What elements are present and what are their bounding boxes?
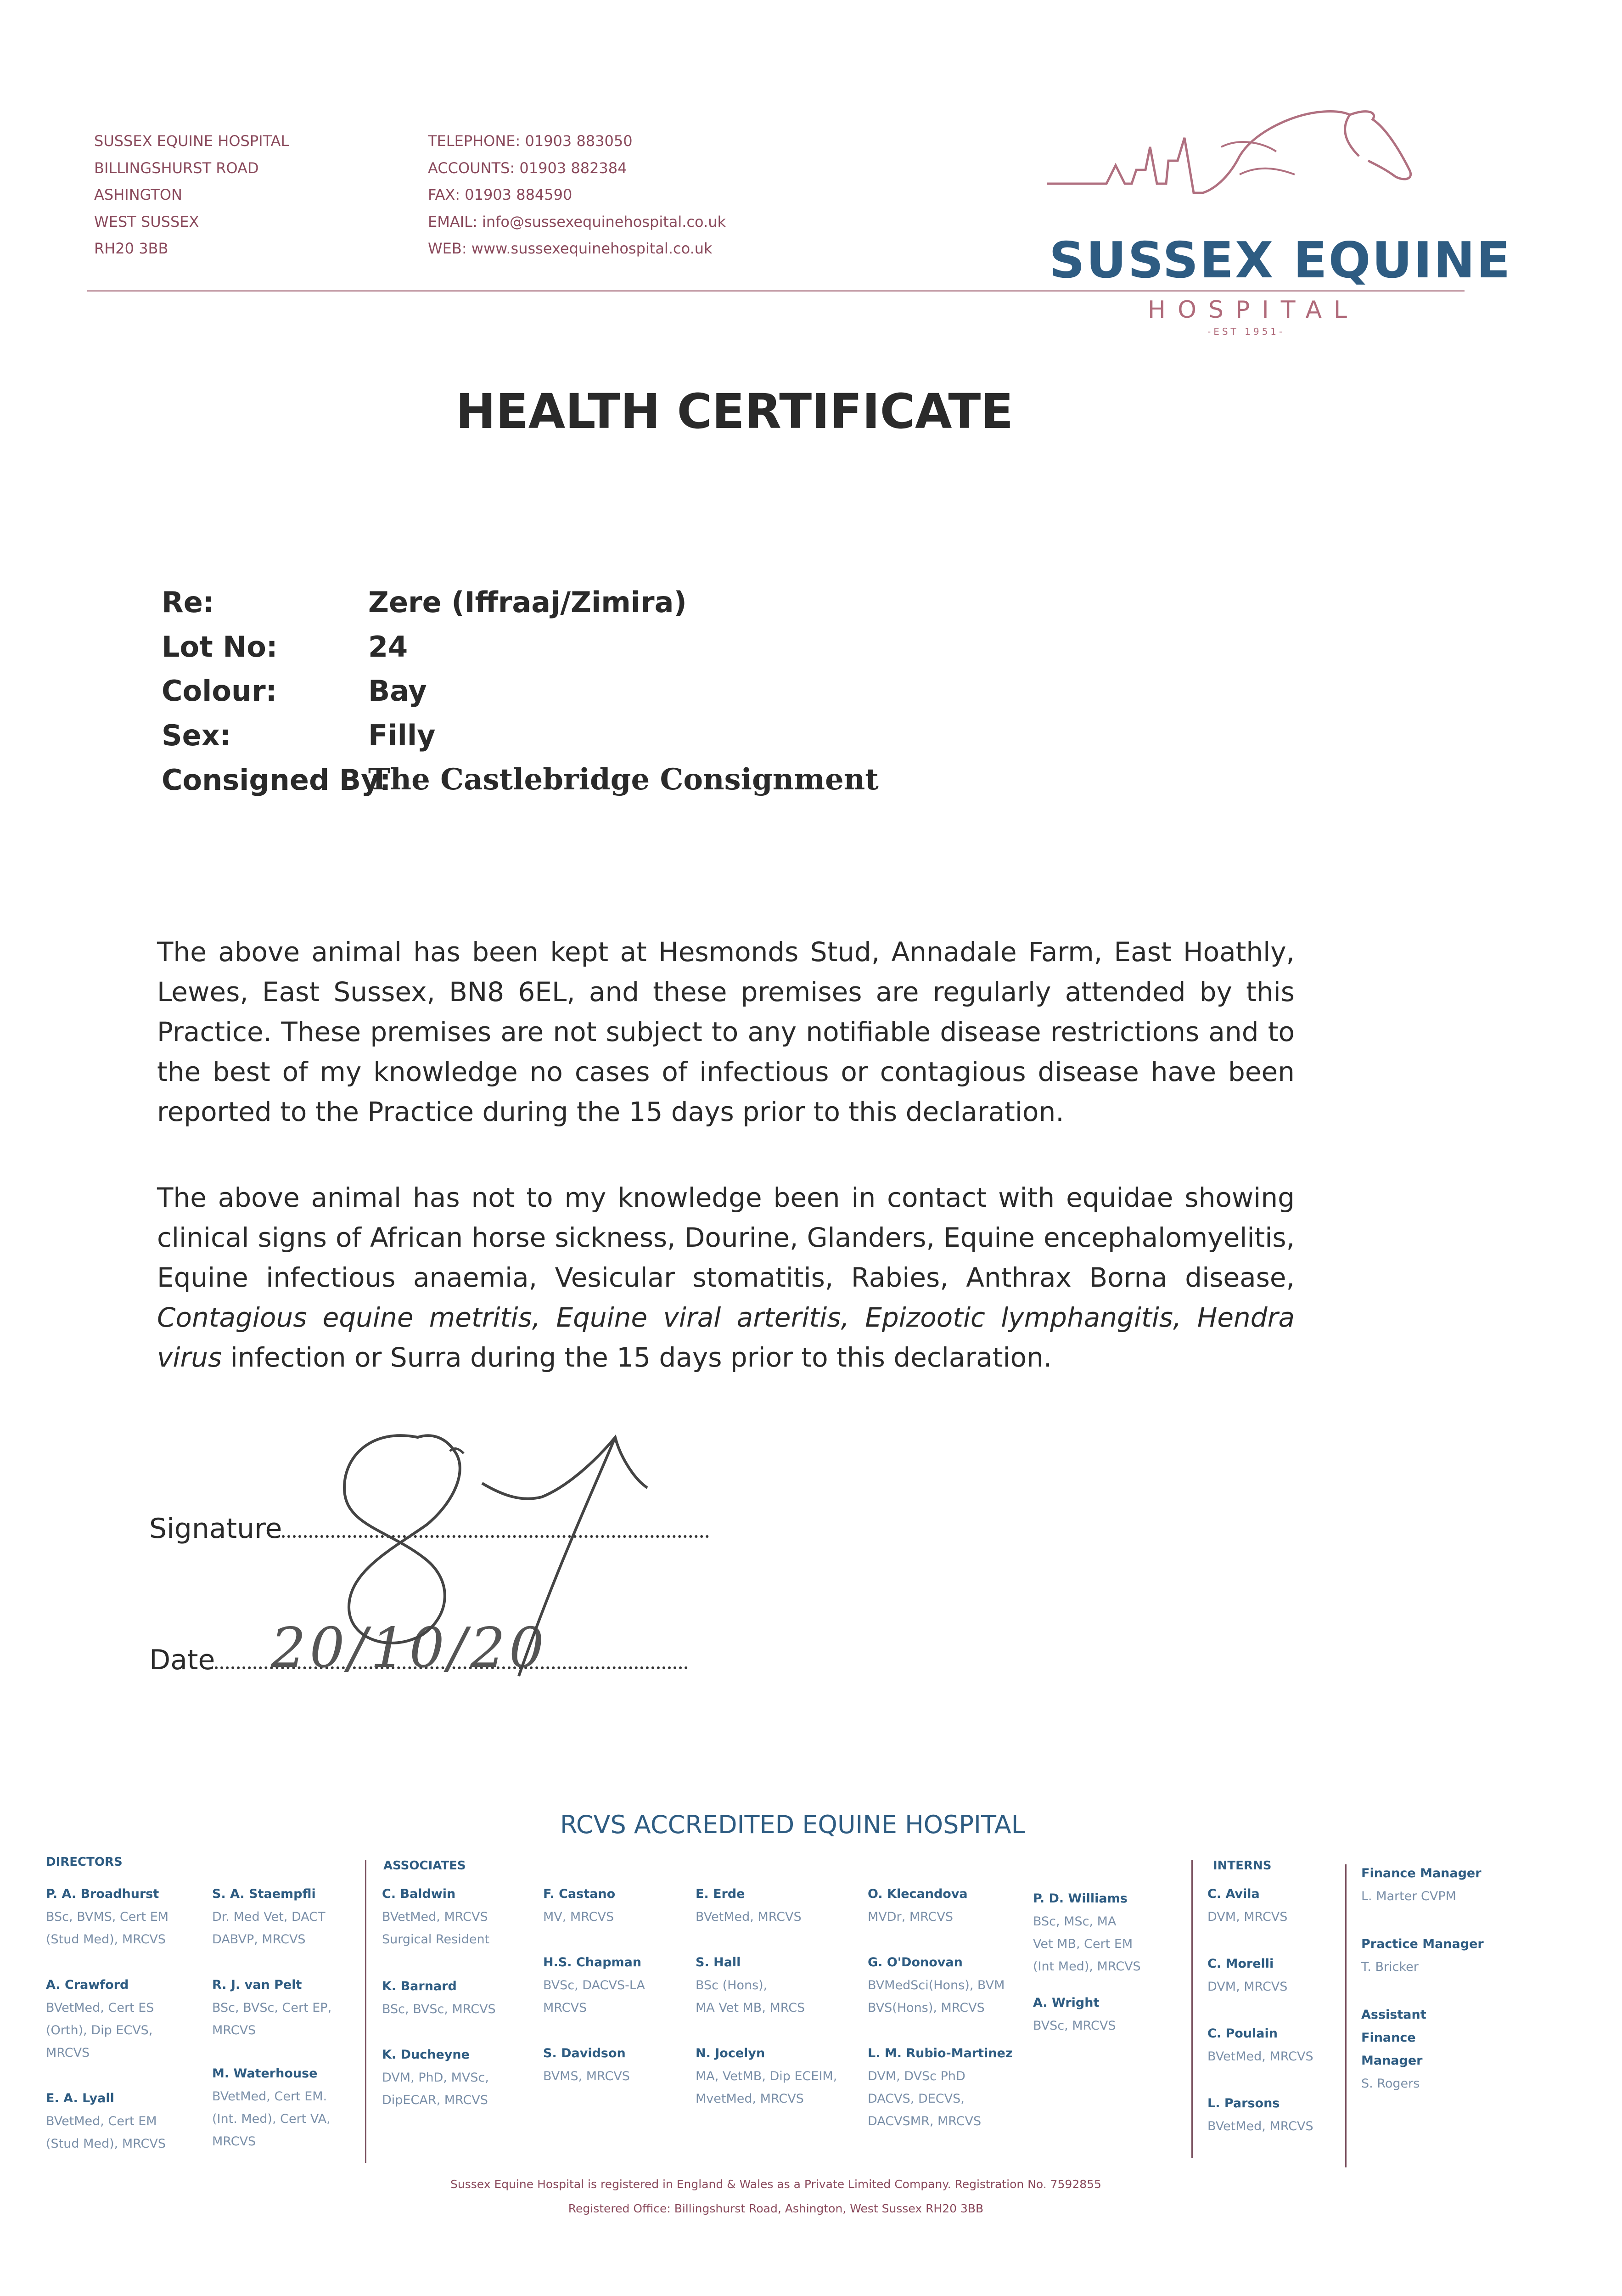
staff-name: K. Barnard xyxy=(382,1979,457,1993)
staff-qual: MV, MRCVS xyxy=(543,1910,614,1924)
lot-label: Lot No: xyxy=(162,630,278,664)
staff-qual: (Stud Med), MRCVS xyxy=(46,2137,166,2151)
sex-value: Filly xyxy=(368,719,436,752)
signature-label: Signature xyxy=(149,1513,282,1545)
staff-qual: BSc, MSc, MA xyxy=(1033,1914,1117,1929)
staff-qual: BVetMed, Cert EM xyxy=(46,2114,157,2128)
staff-qual: DACVSMR, MRCVS xyxy=(868,2114,982,2128)
staff-qual: DipECAR, MRCVS xyxy=(382,2093,488,2107)
colour-label: Colour: xyxy=(162,674,277,708)
role-holder: S. Rogers xyxy=(1361,2077,1420,2091)
staff-qual: BVetMed, Cert EM. xyxy=(212,2089,327,2104)
staff-qual: BVetMed, MRCVS xyxy=(1207,2049,1313,2064)
interns-heading: INTERNS xyxy=(1213,1859,1272,1873)
interns-list xyxy=(1207,1883,1345,2138)
staff-name: E. A. Lyall xyxy=(46,2091,114,2105)
staff-name: H.S. Chapman xyxy=(543,1955,642,1970)
staff-qual: MRCVS xyxy=(543,2001,587,2015)
staff-name: C. Poulain xyxy=(1207,2026,1278,2041)
fax: FAX: 01903 884590 xyxy=(428,186,572,203)
re-value: Zere (Iffraaj/Zimira) xyxy=(368,585,687,619)
role-title: Assistant Finance Manager xyxy=(1361,2008,1426,2068)
staff-name: C. Morelli xyxy=(1207,1957,1274,1971)
staff-name: M. Waterhouse xyxy=(212,2066,318,2081)
staff-qual: Surgical Resident xyxy=(382,1932,490,1947)
header-divider xyxy=(87,290,1465,292)
accounts-phone: ACCOUNTS: 01903 882384 xyxy=(428,159,627,177)
role-title: Finance Manager xyxy=(1361,1866,1482,1880)
staff-name: F. Castano xyxy=(543,1887,616,1901)
staff-qual: BVetMed, MRCVS xyxy=(382,1910,488,1924)
role-title: Practice Manager xyxy=(1361,1937,1484,1951)
staff-qual: DVM, PhD, MVSc, xyxy=(382,2071,489,2085)
staff-qual: (Orth), Dip ECVS, xyxy=(46,2023,153,2037)
staff-qual: DABVP, MRCVS xyxy=(212,1932,306,1947)
paragraph-2-text: The above animal has not to my knowledge been in contact with equidae showing clinical signs of African horse sickness, Dourine, Glanders, Equine encephalomyelitis, Equine infectious anaemia, Vesicular stomatitis, Rabies, Anthrax Borna disease, xyxy=(157,1182,1295,1293)
staff-qual: (Int Med), MRCVS xyxy=(1033,1959,1141,1974)
email: EMAIL: info@sussexequinehospital.co.uk xyxy=(428,213,726,231)
associates-heading: ASSOCIATES xyxy=(383,1859,466,1873)
paragraph-2-italic: Contagious equine metritis, Equine viral arteritis, Epizootic lymphangitis, Hendra virus xyxy=(157,1302,1295,1373)
staff-name: L. Parsons xyxy=(1207,2096,1280,2110)
re-label: Re: xyxy=(162,585,214,619)
registered-office: Registered Office: Billingshurst Road, Ashington, West Sussex RH20 3BB xyxy=(568,2202,984,2215)
directors-heading: DIRECTORS xyxy=(46,1855,123,1869)
staff-qual: BSc (Hons), xyxy=(696,1978,768,1992)
staff-qual: DVM, MRCVS xyxy=(1207,1910,1288,1924)
staff-qual: (Stud Med), MRCVS xyxy=(46,1932,166,1947)
staff-qual: DVM, MRCVS xyxy=(1207,1980,1288,1994)
staff-name: L. M. Rubio-Martinez xyxy=(868,2046,1013,2060)
address-line: SUSSEX EQUINE HOSPITAL xyxy=(94,132,289,150)
staff-qual: BVSc, MRCVS xyxy=(1033,2019,1116,2033)
associates-col-5 xyxy=(1033,1887,1180,2037)
staff-qual: Dr. Med Vet, DACT xyxy=(212,1910,326,1924)
staff-qual: BVS(Hons), MRCVS xyxy=(868,2001,985,2015)
associates-col-2 xyxy=(543,1883,699,2088)
staff-qual: BSc, BVSc, Cert EP, xyxy=(212,2001,332,2015)
address-line: RH20 3BB xyxy=(94,240,168,257)
address-line: BILLINGSHURST ROAD xyxy=(94,159,259,177)
staff-qual: BVMedSci(Hons), BVM xyxy=(868,1978,1005,1992)
rcvs-accreditation: RCVS ACCREDITED EQUINE HOSPITAL xyxy=(560,1810,1025,1839)
footer-divider xyxy=(365,1860,366,2163)
staff-name: S. A. Staempfli xyxy=(212,1887,316,1901)
footer-divider xyxy=(1191,1860,1193,2158)
page-title: HEALTH CERTIFICATE xyxy=(455,383,1014,439)
staff-qual: MRCVS xyxy=(212,2023,256,2037)
staff-name: O. Klecandova xyxy=(868,1887,968,1901)
logo-sub: HOSPITAL xyxy=(1148,296,1359,324)
website: WEB: www.sussexequinehospital.co.uk xyxy=(428,240,713,257)
staff-qual: MA Vet MB, MRCS xyxy=(696,2001,805,2015)
staff-qual: BSc, BVMS, Cert EM xyxy=(46,1910,169,1924)
staff-name: G. O'Donovan xyxy=(868,1955,963,1970)
staff-name: S. Davidson xyxy=(543,2046,626,2060)
staff-name: C. Avila xyxy=(1207,1887,1260,1901)
associates-col-3 xyxy=(696,1883,870,2110)
staff-name: E. Erde xyxy=(696,1887,745,1901)
staff-name: K. Ducheyne xyxy=(382,2048,470,2062)
staff-name: N. Jocelyn xyxy=(696,2046,765,2060)
directors-col-1 xyxy=(46,1883,211,2155)
staff-qual: MA, VetMB, Dip ECEIM, xyxy=(696,2069,837,2083)
staff-name: S. Hall xyxy=(696,1955,741,1970)
address-line: WEST SUSSEX xyxy=(94,213,199,231)
hospital-address xyxy=(94,128,289,262)
hospital-contact xyxy=(428,128,726,262)
associates-col-1 xyxy=(382,1883,538,2111)
address-line: ASHINGTON xyxy=(94,186,182,203)
staff-name: A. Wright xyxy=(1033,1996,1100,2010)
staff-qual: DACVS, DECVS, xyxy=(868,2092,965,2106)
consigned-label: Consigned By: xyxy=(162,763,391,797)
handwritten-date: 20/10/20 xyxy=(271,1616,548,1680)
declaration-paragraph-1: The above animal has been kept at Hesmonds Stud, Annadale Farm, East Hoathly, Lewes, East Sussex, BN8 6EL, and these premises are regularly attended by this Practice. These premises are not subject to any notifiable disease restrictions and to the best of my knowledge no cases of infectious or contagious disease have been reported to the Practice during the 15 days prior to this declaration. xyxy=(157,936,1295,1127)
staff-qual: BSc, BVSc, MRCVS xyxy=(382,2002,496,2016)
staff-qual: DVM, DVSc PhD xyxy=(868,2069,965,2083)
associates-col-4 xyxy=(868,1883,1042,2133)
sex-label: Sex: xyxy=(162,719,231,752)
staff-qual: MRCVS xyxy=(212,2134,256,2149)
staff-name: P. D. Williams xyxy=(1033,1891,1128,1906)
role-holder: L. Marter CVPM xyxy=(1361,1889,1456,1903)
staff-name: R. J. van Pelt xyxy=(212,1978,302,1992)
staff-qual: MvetMed, MRCVS xyxy=(696,2092,804,2106)
staff-name: P. A. Broadhurst xyxy=(46,1887,159,1901)
role-holder: T. Bricker xyxy=(1361,1960,1419,1974)
staff-qual: BVetMed, MRCVS xyxy=(696,1910,802,1924)
company-registration: Sussex Equine Hospital is registered in England & Wales as a Private Limited Company. Registration No. 7592855 xyxy=(450,2178,1101,2191)
staff-qual: BVetMed, MRCVS xyxy=(1207,2119,1313,2133)
staff-qual: Vet MB, Cert EM xyxy=(1033,1937,1133,1951)
declaration-paragraph-2 xyxy=(157,1178,1295,1378)
telephone: TELEPHONE: 01903 883050 xyxy=(428,132,633,150)
staff-qual: MRCVS xyxy=(46,2046,90,2060)
footer-divider xyxy=(1345,1864,1347,2167)
management-list xyxy=(1361,1862,1499,2095)
staff-qual: BVetMed, Cert ES xyxy=(46,2001,154,2015)
staff-qual: MVDr, MRCVS xyxy=(868,1910,953,1924)
lot-value: 24 xyxy=(368,630,408,664)
staff-name: C. Baldwin xyxy=(382,1887,456,1901)
date-label: Date xyxy=(149,1644,215,1676)
consigned-value: The Castlebridge Consignment xyxy=(368,762,879,797)
paragraph-2-tail: infection or Surra during the 15 days prior to this declaration. xyxy=(230,1342,1052,1373)
handwritten-signature-icon xyxy=(317,1419,730,1685)
colour-value: Bay xyxy=(368,674,427,708)
logo-est: -EST 1951- xyxy=(1207,326,1285,337)
directors-col-2 xyxy=(212,1883,368,2153)
staff-name: A. Crawford xyxy=(46,1978,129,1992)
staff-qual: BVMS, MRCVS xyxy=(543,2069,630,2083)
staff-qual: (Int. Med), Cert VA, xyxy=(212,2112,331,2126)
logo-name: SUSSEX EQUINE xyxy=(1049,232,1512,289)
staff-qual: BVSc, DACVS-LA xyxy=(543,1978,645,1992)
